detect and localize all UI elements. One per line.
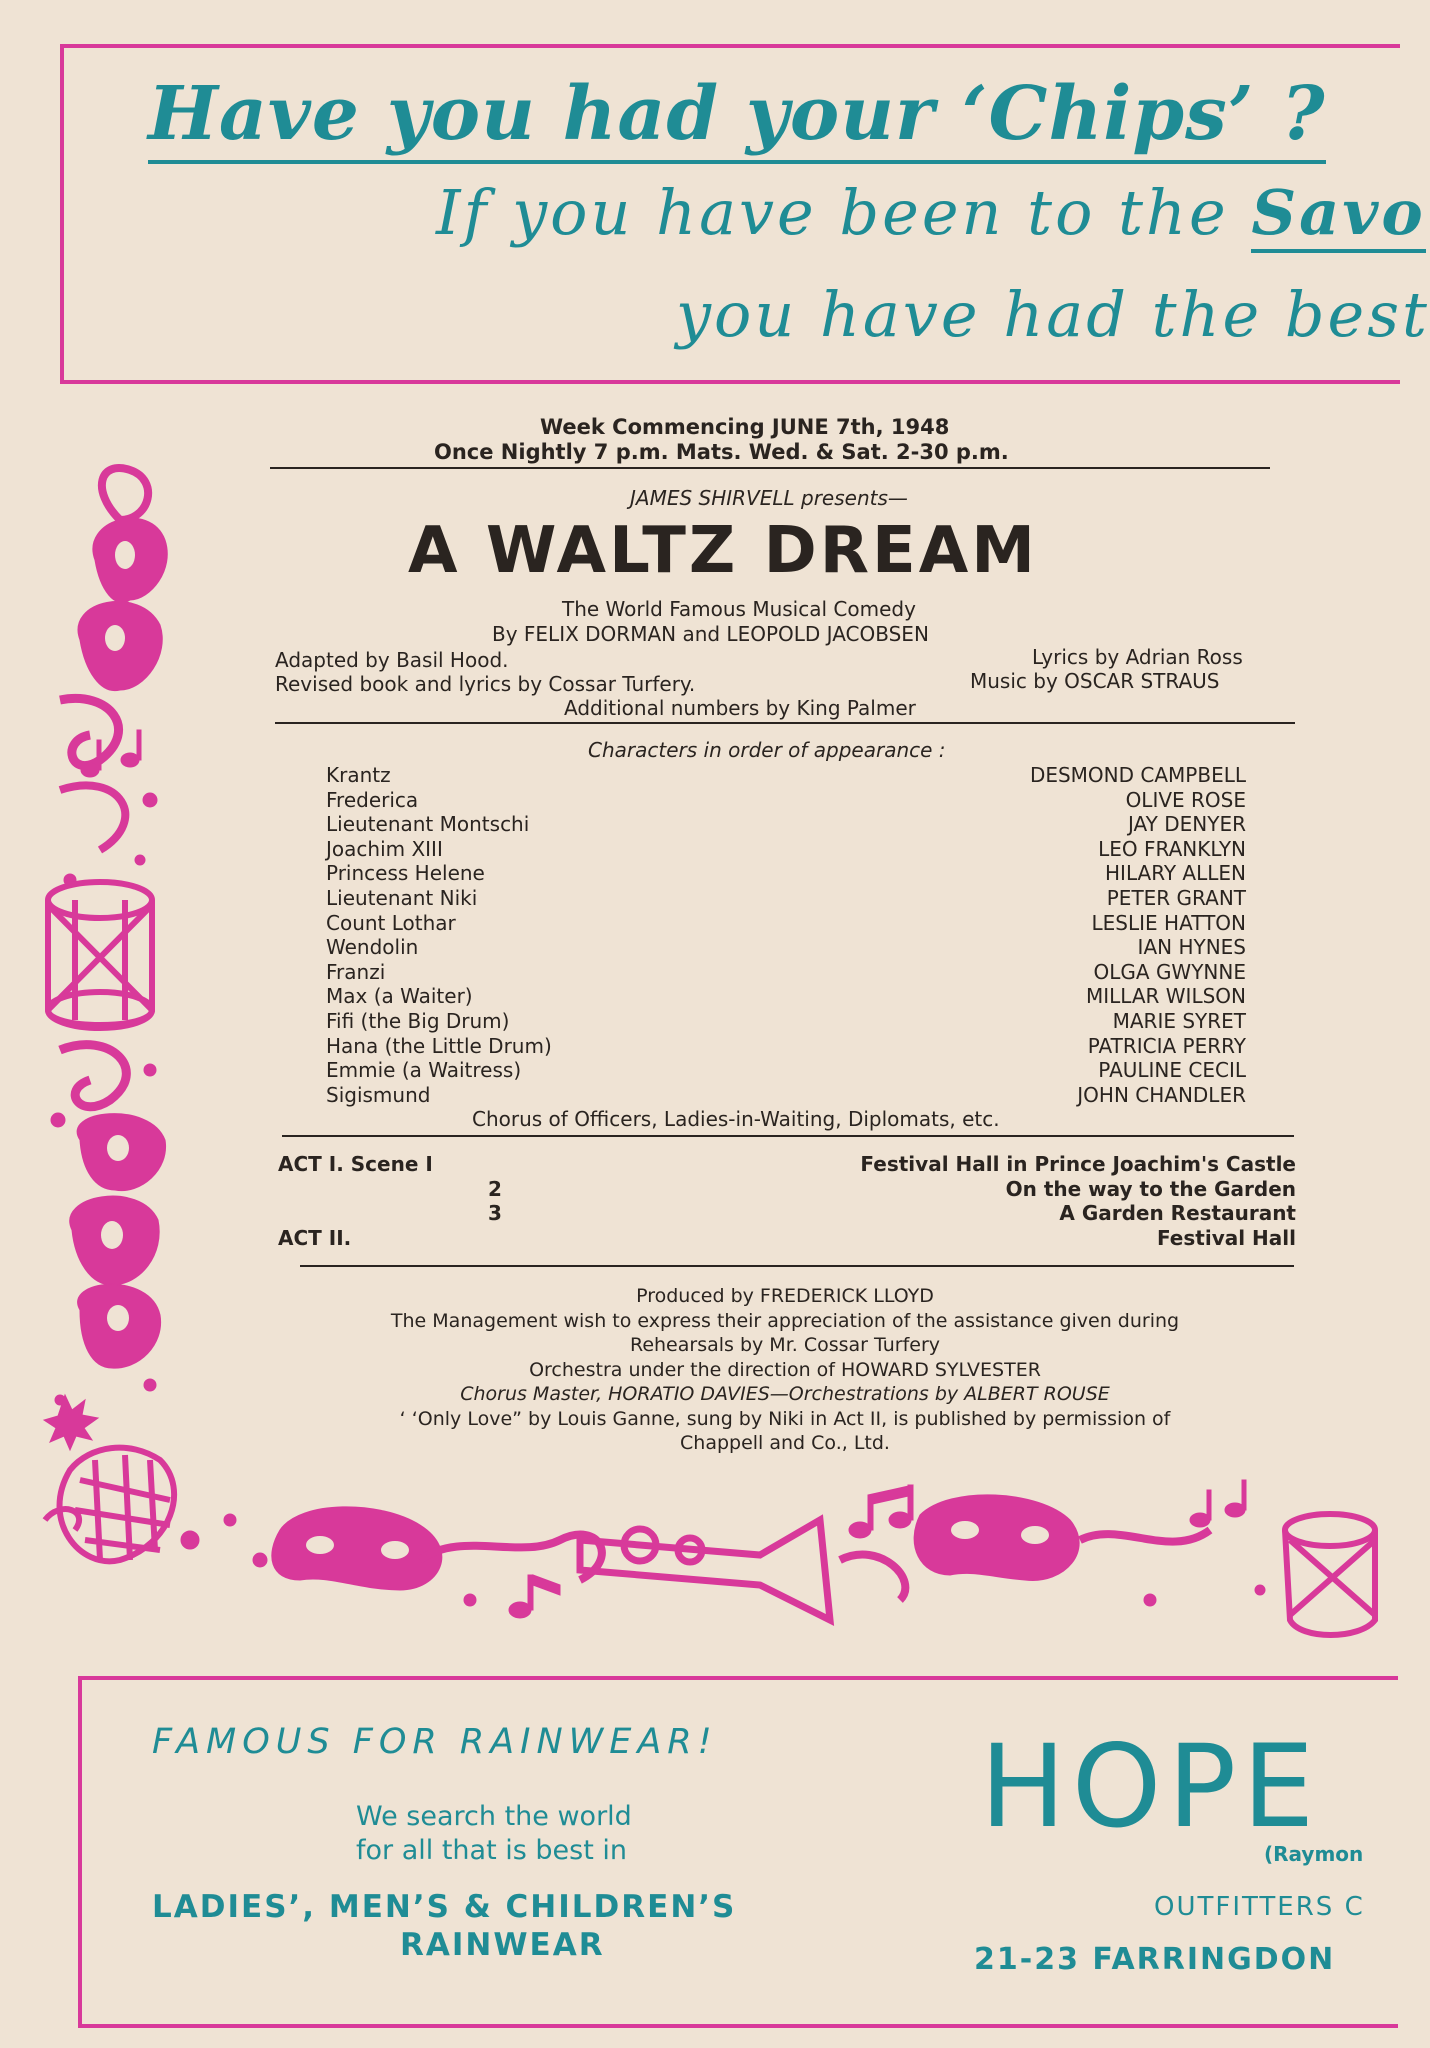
mask-icon xyxy=(78,1284,161,1368)
ad-rainwear-2: RAINWEAR xyxy=(400,1927,605,1963)
produced-by: Produced by FREDERICK LLOYD xyxy=(636,1285,934,1307)
act-row xyxy=(278,1152,1296,1176)
cast-role: Wendolin xyxy=(326,935,419,960)
ad-line-3: you have had the best xyxy=(676,278,1430,351)
act-place: Festival Hall in Prince Joachim's Castle xyxy=(860,1152,1296,1176)
mask-icon xyxy=(78,601,162,690)
cast-actor: OLGA GWYNNE xyxy=(1093,959,1246,984)
cast-row xyxy=(326,886,1246,910)
act-row xyxy=(278,1201,1296,1225)
act-row xyxy=(278,1177,1296,1201)
subtitle: The World Famous Musical Comedy xyxy=(562,597,916,621)
ad-brand-hope: HOPE xyxy=(980,1720,1321,1853)
music-note-icon xyxy=(509,1575,560,1618)
cast-row xyxy=(326,812,1246,836)
act-label: 2 xyxy=(488,1177,502,1201)
cast-row xyxy=(326,788,1246,812)
ad-famous: FAMOUS FOR RAINWEAR! xyxy=(152,1722,718,1762)
characters-heading: Characters in order of appearance : xyxy=(588,738,946,762)
performance-times: Once Nightly 7 p.m. Mats. Wed. & Sat. 2-30 p.m. xyxy=(434,440,1009,464)
cast-actor: PAULINE CECIL xyxy=(1098,1058,1246,1083)
show-title: A WALTZ DREAM xyxy=(408,514,1038,588)
mask-icon xyxy=(93,518,167,602)
cast-row xyxy=(326,1058,1246,1082)
cast-actor: LESLIE HATTON xyxy=(1091,910,1246,935)
cast-actor: LEO FRANKLYN xyxy=(1098,836,1246,861)
week-commencing: Week Commencing JUNE 7th, 1948 xyxy=(540,415,950,439)
cast-row xyxy=(326,837,1246,861)
mask-icon xyxy=(77,1114,165,1191)
cast-role: Princess Helene xyxy=(326,861,485,886)
cast-actor: OLIVE ROSE xyxy=(1125,787,1246,812)
cast-role: Sigismund xyxy=(326,1082,431,1107)
divider xyxy=(275,722,1295,724)
bottom-advertisement xyxy=(78,1676,1398,2028)
cast-role: Franzi xyxy=(326,959,386,984)
mask-icon xyxy=(70,1196,159,1285)
chorus-master: Chorus Master, HORATIO DAVIES—Orchestrations by ALBERT ROUSE xyxy=(460,1383,1110,1405)
orchestra: Orchestra under the direction of HOWARD SYLVESTER xyxy=(529,1358,1041,1381)
music-note-icon xyxy=(849,1485,913,1538)
cast-actor: IAN HYNES xyxy=(1137,935,1246,960)
lyrics-by: Lyrics by Adrian Ross xyxy=(1032,645,1243,669)
cast-row xyxy=(326,1083,1246,1107)
mask-icon xyxy=(914,1495,1079,1581)
divider xyxy=(300,1265,1294,1267)
additional-numbers: Additional numbers by King Palmer xyxy=(564,696,916,720)
cast-row xyxy=(326,984,1246,1008)
cast-actor: PATRICIA PERRY xyxy=(1087,1033,1246,1058)
ad-rainwear-1: LADIES’, MEN’S & CHILDREN’S xyxy=(152,1889,737,1925)
ad-search xyxy=(356,1800,632,1868)
act-label: ACT I. Scene I xyxy=(278,1152,433,1176)
cast-row xyxy=(326,960,1246,984)
cast-actor: HILARY ALLEN xyxy=(1105,861,1246,886)
production-credits xyxy=(270,1284,1300,1456)
cast-actor: JAY DENYER xyxy=(1128,812,1246,837)
cast-role: Count Lothar xyxy=(326,910,456,935)
cast-row xyxy=(326,935,1246,959)
revised-by: Revised book and lyrics by Cossar Turfery. xyxy=(275,672,696,696)
only-love-note: ‘ ‘Only Love” by Louis Ganne, sung by Niki in Act II, is published by permission of xyxy=(399,1407,1171,1430)
ad-search-1: We search the world xyxy=(356,1801,632,1832)
ad-headline: Have you had your ‘Chips’ ? xyxy=(148,68,1326,164)
act-place: Festival Hall xyxy=(1156,1226,1296,1250)
act-row xyxy=(278,1226,1296,1250)
ad-brand: Savo xyxy=(1251,176,1425,253)
cast-role: Fifi (the Big Drum) xyxy=(326,1009,510,1033)
ad-outfitters: OUTFITTERS C xyxy=(1154,1892,1365,1922)
cast-actor: DESMOND CAMPBELL xyxy=(1029,763,1246,787)
cast-row xyxy=(326,763,1246,787)
cast-actor: JOHN CHANDLER xyxy=(1077,1082,1246,1107)
cast-role: Lieutenant Montschi xyxy=(326,812,530,837)
tambourine-icon xyxy=(60,1448,175,1562)
publisher: Chappell and Co., Ltd. xyxy=(680,1432,890,1454)
ad-rainwear xyxy=(152,1888,736,1964)
drum-icon xyxy=(1285,1514,1375,1635)
cast-role: Emmie (a Waitress) xyxy=(326,1058,522,1083)
cast-actor: MARIE SYRET xyxy=(1112,1009,1246,1033)
rehearsals: Rehearsals by Mr. Cossar Turfery xyxy=(629,1334,941,1356)
cast-actor: MILLAR WILSON xyxy=(1085,984,1246,1009)
cast-row xyxy=(326,1034,1246,1058)
ad-search-2: for all that is best in xyxy=(356,1835,628,1866)
act-place: On the way to the Garden xyxy=(1005,1177,1296,1201)
ad-address: 21-23 FARRINGDON xyxy=(974,1942,1336,1977)
cast-row xyxy=(326,911,1246,935)
cast-role: Joachim XIII xyxy=(326,836,443,861)
cast-role: Hana (the Little Drum) xyxy=(326,1033,552,1058)
divider xyxy=(270,467,1270,469)
chorus: Chorus of Officers, Ladies-in-Waiting, Diplomats, etc. xyxy=(472,1107,1000,1131)
authors: By FELIX DORMAN and LEOPOLD JACOBSEN xyxy=(492,622,929,646)
ad-raymond: (Raymon xyxy=(1264,1842,1364,1866)
cast-row xyxy=(326,1009,1246,1033)
drum-icon xyxy=(48,882,152,1028)
cast-row xyxy=(326,861,1246,885)
cast-role: Lieutenant Niki xyxy=(326,886,478,910)
music-by: Music by OSCAR STRAUS xyxy=(970,669,1220,693)
trumpet-icon xyxy=(580,1520,830,1620)
cast-role: Max (a Waiter) xyxy=(326,984,473,1009)
act-place: A Garden Restaurant xyxy=(1059,1201,1296,1225)
cast-role: Frederica xyxy=(326,787,419,812)
cast-role: Krantz xyxy=(326,763,391,787)
ad-line-2-text: If you have been to the xyxy=(436,176,1252,249)
management-note: The Management wish to express their appreciation of the assistance given during xyxy=(390,1309,1180,1332)
act-label: ACT II. xyxy=(278,1226,352,1250)
act-label: 3 xyxy=(488,1201,502,1225)
adapted-by: Adapted by Basil Hood. xyxy=(275,648,509,672)
presenter: JAMES SHIRVELL presents— xyxy=(630,486,908,510)
mask-icon xyxy=(272,1507,442,1590)
music-note-icon xyxy=(1190,1480,1246,1527)
cast-actor: PETER GRANT xyxy=(1106,886,1246,910)
divider xyxy=(282,1135,1294,1137)
